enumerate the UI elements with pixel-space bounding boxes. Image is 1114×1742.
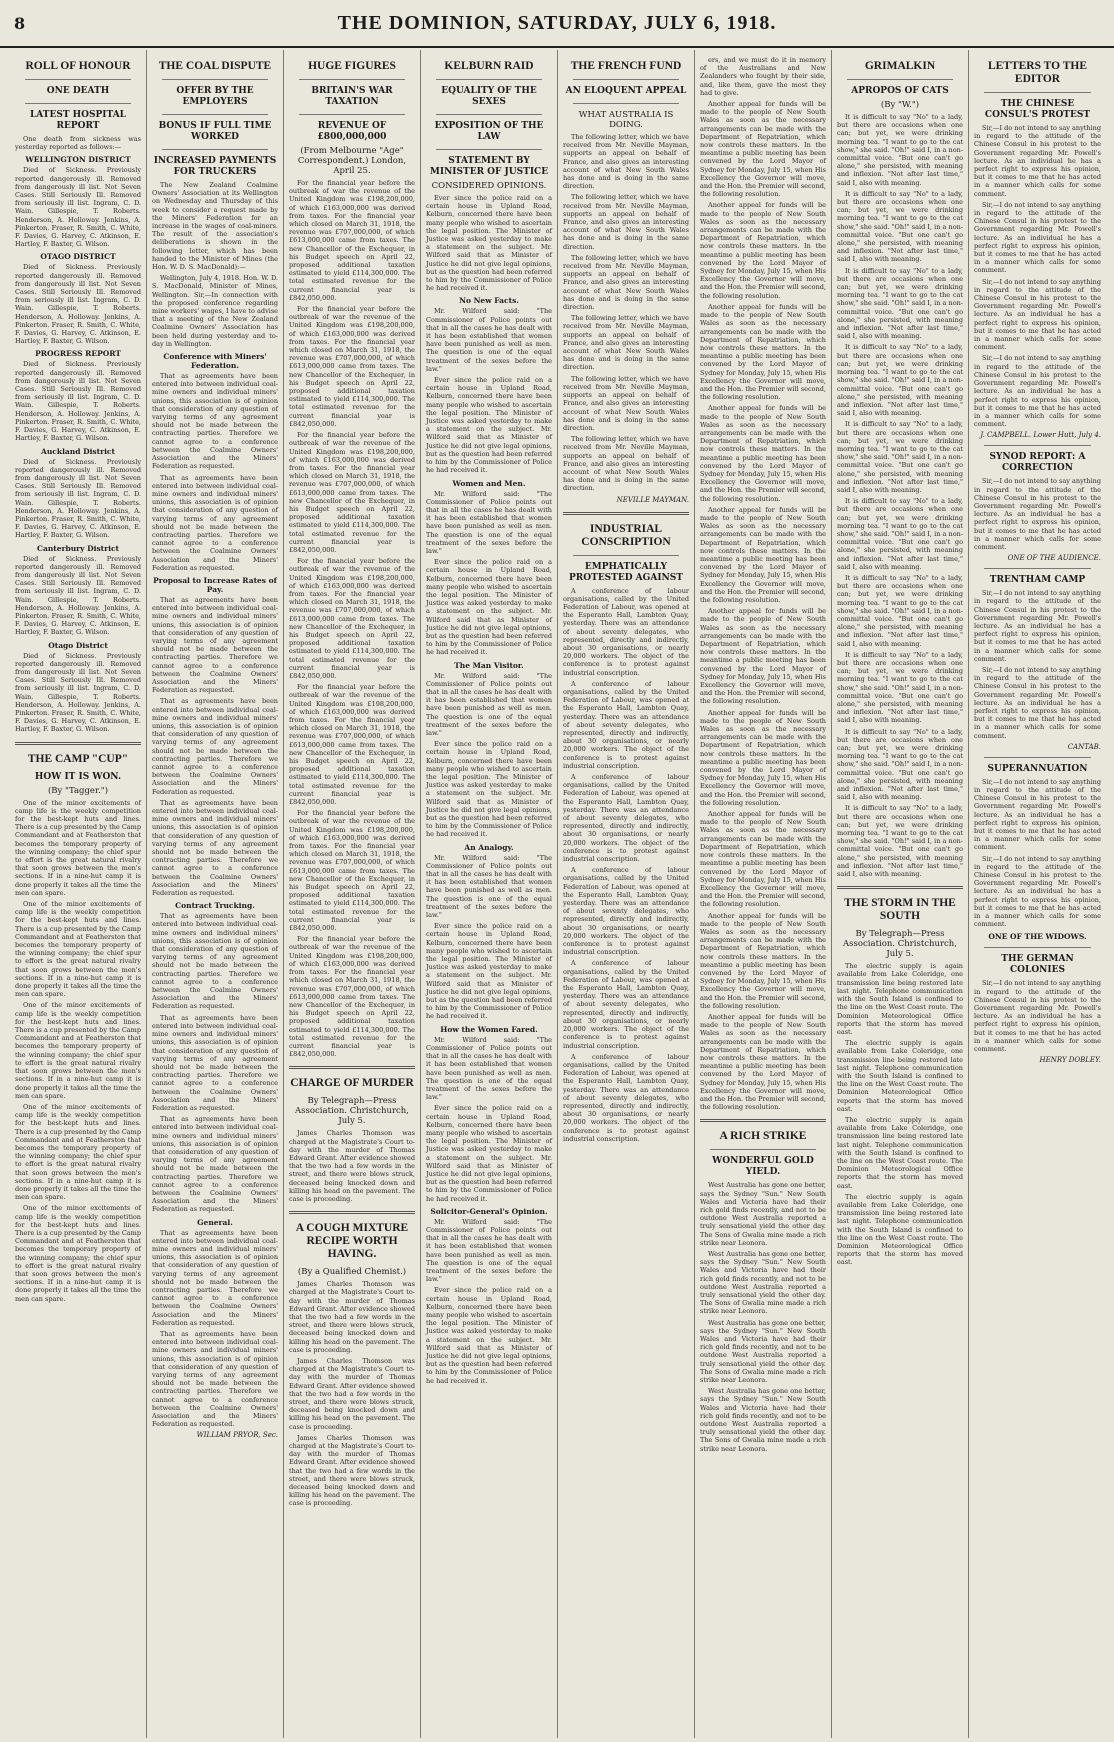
masthead — [0, 0, 1114, 48]
signature: ONE OF THE WIDOWS. — [988, 932, 1087, 942]
article-body: It is difficult to say "No" to a lady, but there are occasions when one can; but yet, we were drinking morning tea. "I want to go to the cat show," she said. "Oh!" said I, in a non-committal voice. "But one can't go alone," she persisted, with meaning and inflexion. "Not after last time," said I, also with meaning. — [837, 343, 963, 418]
article-body: James Charles Thomson was charged at the Magistrate's Court to-day with the murder of Thomas Edward Grant. After evidence showed that the two had a few words in the street, and there were blows struck, deceased being knocked down and killing his head on the pavement. The case is proceeding. — [289, 1356, 415, 1431]
subhead: THE GERMAN COLONIES — [1001, 954, 1074, 976]
subhead: AN ELOQUENT APPEAL — [565, 86, 687, 96]
divider — [837, 886, 963, 889]
subhead-how-won: HOW IT IS WON. — [34, 771, 122, 782]
article-body: That as agreements have been entered into between individual coal-mine owners and individual miners' unions, this association is of opinion that consideration of any question of varying terms of any agreement should not be made between the contracting parties. Therefore we cannot agree to a conference between the Coalmine Owners' Association and the Miners' Federation as requested. — [152, 1013, 278, 1112]
article-body: It is difficult to say "No" to a lady, but there are occasions when one can; but yet, we were drinking morning tea. "I want to go to the cat show," she said. "Oh!" said I, in a non-committal voice. "But one can't go alone," she persisted, with meaning and inflexion. "Not after last time," said I, also with meaning. — [837, 650, 963, 725]
subhead: SYNOD REPORT: A CORRECTION — [989, 452, 1086, 474]
article-body: Another appeal for funds will be made to the people of New South Wales as soon as the necessary arrangements can be made with the Department of Repatriation, which now controls these matters. In the meantime a public meeting has been convened by the Lord Mayor of Sydney for Monday, July 15, when His Excellency the Governor will move, and the Hon. the Premier will second, the following resolution. — [700, 505, 826, 604]
article-body: Mr. Wilford said: "The Commissioner of Police points out that in all the cases he has dealt with it has been established that women have been punished as well as men. The question is one of the equal treatment of the sexes before the law." — [426, 307, 552, 373]
divider — [162, 114, 268, 115]
article-body: A conference of labour organisations, called by the United Federation of Labour, was opened at the Esperanto Hall, Lambton Quay, yesterday. There was an attendance of about seventy delegates, who represented, directly and indirectly, about 30 organisations, or nearly 20,000 workers. The object of the conference is to protest against industrial conscription. — [563, 773, 689, 864]
headline-industrial-conscription: INDUSTRIAL CONSCRIPTION — [581, 522, 671, 548]
article-body: That as agreements have been entered into between individual coal-mine owners and individual miners' unions, this association is of opinion that consideration of any question of varying terms of any agreement should not be made between the contracting parties. Therefore we cannot agree to a conference between the Coalmine Owners' Association and the Miners' Federation as requested. — [152, 697, 278, 796]
letter-body: Sir,—I do not intend to say anything in regard to the attitude of the Chinese Consul in his protest to the Government regarding Mr. Powell's lecture. As an individual he has a perfect right to express his opinion, but it comes to me that he has acted in a manner which calls for some comment. — [974, 277, 1101, 352]
byline: (By "Tagger.") — [47, 785, 109, 796]
article-body: A conference of labour organisations, called by the United Federation of Labour, was opened at the Esperanto Hall, Lambton Quay, yesterday. There was an attendance of about seventy delegates, who represented, directly and indirectly, about 30 organisations, or nearly 20,000 workers. The object of the conference is to protest against industrial conscription. — [563, 679, 689, 770]
article-body: It is difficult to say "No" to a lady, but there are occasions when one can; but yet, we were drinking morning tea. "I want to go to the cat show," she said. "Oh!" said I, in a non-committal voice. "But one can't go alone," she persisted, with meaning and inflexion. "Not after last time," said I, also with meaning. — [837, 266, 963, 341]
article-body: It is difficult to say "No" to a lady, but there are occasions when one can; but yet, we were drinking morning tea. "I want to go to the cat show," she said. "Oh!" said I, in a non-committal voice. "But one can't go alone," she persisted, with meaning and inflexion. "Not after last time," said I, also with meaning. — [837, 113, 963, 187]
article-body: One of the minor excitements of camp life is the weekly competition for the best-kept huts and lines. There is a cup presented by the Camp Commandant and at Featherston that becomes the temporary property of the winning company; the chief spur to effort is the great natural rivalry that soon grows between the men's sections. If in a nine-hut camp it is done properly it takes all the time the men can spare. — [15, 798, 141, 897]
section-label: No New Facts. — [459, 296, 519, 306]
district-label: Otago District — [48, 640, 108, 650]
article-body: Died of Sickness. Previously reported dangerously ill. Removed from dangerously ill list. Not Seven Cases. Still Seriously Ill. Removed from seriously ill list. Ingram, C. D. Wain. Gillespie, T. Roberts. Henderson, A. Holloway. Jenkins, A. Pinkerton. Fraser, R. Smith, C. White, F. Davies, G. Harvey, C. Atkinson, E. Hartley, F. Baxter, G. Wilson. — [15, 554, 141, 637]
district-label: PROGRESS REPORT — [35, 349, 121, 359]
column-grid — [10, 50, 1106, 1738]
column-coal-dispute — [147, 50, 284, 1738]
letter-body: Sir,—I do not intend to say anything in regard to the attitude of the Chinese Consul in his protest to the Government regarding Mr. Powell's lecture. As an individual he has a perfect right to express his opinion, but it comes to me that he has acted in a manner which calls for some comment. — [974, 354, 1101, 429]
article-body: Died of Sickness. Previously reported dangerously ill. Removed from dangerously ill list. Not Seven Cases. Still Seriously Ill. Removed from seriously ill list. Ingram, C. D. Wain. Gillespie, T. Roberts. Henderson, A. Holloway. Jenkins, A. Pinkerton. Fraser, R. Smith, C. White, F. Davies, G. Harvey, C. Atkinson, E. Hartley, F. Baxter, G. Wilson. — [15, 360, 141, 443]
article-body: The New Zealand Coalmine Owners' Association at its Wellington on Wednesday and Thursday of this week to consider a request made by the Miners' Federation for an increase in the wages of coal-miners. The result of the association's deliberations is shown in the following letter, which has been handed to the Minister of Mines (the Hon. W. D. S. MacDonald):— — [152, 181, 278, 272]
headline-huge-figures: HUGE FIGURES — [308, 60, 396, 72]
article-body: West Australia has gone one better, says the Sydney "Sun." New South Wales and Victoria have had their rich gold finds recently, and not to be outdone West Australia reported a truly sensational yield the other day. The Sons of Gwalia mine made a rich strike near Leonora. — [700, 1250, 826, 1316]
column-huge-figures — [284, 50, 421, 1738]
divider — [25, 79, 131, 80]
column-kelburn-raid — [421, 50, 558, 1738]
article-body: It is difficult to say "No" to a lady, but there are occasions when one can; but yet, we were drinking morning tea. "I want to go to the cat show," she said. "Oh!" said I, in a non-committal voice. "But one can't go alone," she persisted, with meaning and inflexion. "Not after last time," said I, also with meaning. — [837, 573, 963, 648]
article-body: It is difficult to say "No" to a lady, but there are occasions when one can; but yet, we were drinking morning tea. "I want to go to the cat show," she said. "Oh!" said I, in a non-committal voice. "But one can't go alone," she persisted, with meaning and inflexion. "Not after last time," said I, also with meaning. — [837, 727, 963, 802]
article-body: Another appeal for funds will be made to the people of New South Wales as soon as the necessary arrangements can be made with the Department of Repatriation, which now controls these matters. In the meantime a public meeting has been convened by the Lord Mayor of Sydney for Monday, July 15, when His Excellency the Governor will move, and the Hon. the Premier will second, the following resolution. — [700, 607, 826, 706]
subhead-hospital-report: LATEST HOSPITAL REPORT — [29, 110, 127, 131]
letter-body: Sir,—I do not intend to say anything in regard to the attitude of the Chinese Consul in his protest to the Government regarding Mr. Powell's lecture. As an individual he has a perfect right to express his opinion, but it comes to me that he has acted in a manner which calls for some comment. — [974, 124, 1101, 198]
divider — [436, 149, 542, 150]
divider — [162, 149, 268, 150]
headline-coal-dispute: THE COAL DISPUTE — [158, 60, 272, 72]
article-body: Ever since the police raid on a certain house in Upland Road, Kelburn, concerned there have been many people who wished to ascertain the legal position. The Minister of Justice was asked yesterday to make a statement on the subject. Mr. Wilford said that as Minister of Justice he did not give legal opinions, but as the question had been referred to him by the Commissioner of Police he had received it. — [426, 376, 552, 475]
article-intro: One death from sickness was yesterday reported as follows:— — [15, 135, 141, 152]
page-number: 8 — [14, 14, 26, 33]
column-continued — [695, 50, 832, 1738]
article-body: For the financial year before the outbreak of war the revenue of the United Kingdom was £198,200,000, of which £163,000,000 was derived from taxes. For the financial year which closed on March 31, 1918, the revenue was £707,000,000, of which £613,000,000 came from taxes. The new Chancellor of the Exchequer, in his Budget speech on April 22, proposed additional taxation estimated to yield £114,300,000. The total estimated revenue for the current financial year is £842,050,000. — [289, 683, 415, 807]
section-label: Solicitor-General's Opinion. — [430, 1206, 548, 1216]
article-body: Another appeal for funds will be made to the people of New South Wales as soon as the necessary arrangements can be made with the Department of Repatriation, which now controls these matters. In the meantime a public meeting has been convened by the Lord Mayor of Sydney for Monday, July 15, when His Excellency the Governor will move, and the Hon. the Premier will second, the following resolution. — [700, 404, 826, 503]
headline-roll-of-honour: ROLL OF HONOUR — [25, 60, 131, 72]
article-body: A conference of labour organisations, called by the United Federation of Labour, was opened at the Esperanto Hall, Lambton Quay, yesterday. There was an attendance of about seventy delegates, who represented, directly and indirectly, about 30 organisations, or nearly 20,000 workers. The object of the conference is to protest against industrial conscription. — [563, 586, 689, 677]
headline-letters: LETTERS TO THE EDITOR — [987, 60, 1088, 85]
article-body: It is difficult to say "No" to a lady, but there are occasions when one can; but yet, we were drinking morning tea. "I want to go to the cat show," she said. "Oh!" said I, in a non-committal voice. "But one can't go alone," she persisted, with meaning and inflexion. "Not after last time," said I, also with meaning. — [837, 497, 963, 571]
signature: NEVILLE MAYMAN. — [616, 495, 689, 504]
article-body: Died of Sickness. Previously reported dangerously ill. Removed from dangerously ill list. Not Seven Cases. Still Seriously Ill. Removed from seriously ill list. Ingram, C. D. Wain. Gillespie, T. Roberts. Henderson, A. Holloway. Jenkins, A. Pinkerton. Fraser, R. Smith, C. White, F. Davies, G. Harvey, C. Atkinson, E. Hartley, F. Baxter, G. Wilson. — [15, 166, 141, 249]
article-body: One of the minor excitements of camp life is the weekly competition for the best-kept huts and lines. There is a cup presented by the Camp Commandant and at Featherston that becomes the temporary property of the winning company; the chief spur to effort is the great natural rivalry that soon grows between the men's sections. If in a nine-hut camp it is done properly it takes all the time the men can spare. — [15, 1204, 141, 1303]
divider — [984, 947, 1091, 948]
subhead: EMPHATICALLY PROTESTED AGAINST — [569, 561, 683, 583]
article-body: The electric supply is again available from Lake Coleridge, one transmission line being restored late last night. Telephone communication with the South Island is confined to the line on the West Coast route. The Dominion Meteorological Office reports that the storm has moved east. — [837, 1192, 963, 1267]
section-label: Conference with Miners' Federation. — [163, 352, 267, 371]
article-body: Ever since the police raid on a certain house in Upland Road, Kelburn, concerned there have been many people who wished to ascertain the legal position. The Minister of Justice was asked yesterday to make a statement on the subject. Mr. Wilford said that as Minister of Justice he did not give legal opinions, but as the question had been referred to him by the Commissioner of Police he had received it. — [426, 922, 552, 1021]
column-grimalkin — [832, 50, 969, 1738]
headline-charge-of-murder: CHARGE OF MURDER — [290, 1077, 414, 1090]
article-body: Ever since the police raid on a certain house in Upland Road, Kelburn, concerned there have been many people who wished to ascertain the legal position. The Minister of Justice was asked yesterday to make a statement on the subject. Mr. Wilford said that as Minister of Justice he did not give legal opinions, but as the question had been referred to him by the Commissioner of Police he had received it. — [426, 194, 552, 293]
article-body: That as agreements have been entered into between individual coal-mine owners and individual miners' unions, this association is of opinion that consideration of any question of varying terms of any agreement should not be made between the contracting parties. Therefore we cannot agree to a conference between the Coalmine Owners' Association and the Miners' Federation as requested. — [152, 1228, 278, 1327]
district-label: OTAGO DISTRICT — [40, 252, 116, 262]
article-body: Mr. Wilford said: "The Commissioner of Police points out that in all the cases he has dealt with it has been established that women have been punished as well as men. The question is one of the equal treatment of the sexes before the law." — [426, 1035, 552, 1102]
article-body: For the financial year before the outbreak of war the revenue of the United Kingdom was £198,200,000, of which £163,000,000 was derived from taxes. For the financial year which closed on March 31, 1918, the revenue was £707,000,000, of which £613,000,000 came from taxes. The new Chancellor of the Exchequer, in his Budget speech on April 22, proposed additional taxation estimated to yield £114,300,000. The total estimated revenue for the current financial year is £842,050,000. — [289, 557, 415, 680]
article-body: One of the minor excitements of camp life is the weekly competition for the best-kept huts and lines. There is a cup presented by the Camp Commandant and at Featherston that becomes the temporary property of the winning company; the chief spur to effort is the great natural rivalry that soon grows between the men's sections. If in a nine-hut camp it is done properly it takes all the time the men can spare. — [15, 1102, 141, 1202]
article-body: That as agreements have been entered into between individual coal-mine owners and individual miners' unions, this association is of opinion that consideration of any question of varying terms of any agreement should not be made between the contracting parties. Therefore we cannot agree to a conference between the Coalmine Owners' Association and the Miners' Federation as requested. — [152, 473, 278, 572]
subhead: CONSIDERED OPINIONS. — [431, 181, 547, 191]
byline: (From Melbourne "Age" Correspondent.) London, April 25. — [297, 146, 407, 176]
divider — [847, 79, 953, 80]
subhead: APROPOS OF CATS — [851, 86, 949, 96]
subhead: BRITAIN'S WAR TAXATION — [311, 86, 393, 107]
divider — [984, 92, 1091, 93]
subhead: WHAT AUSTRALIA IS DOING. — [578, 110, 674, 130]
article-body: The electric supply is again available from Lake Coleridge, one transmission line being restored late last night. Telephone communication with the South Island is confined to the line on the West Coast route. The Dominion Meteorological Office reports that the storm has moved east. — [837, 962, 963, 1036]
section-label: An Analogy. — [464, 842, 514, 852]
article-body: Another appeal for funds will be made to the people of New South Wales as soon as the necessary arrangements can be made with the Department of Repatriation, which now controls these matters. In the meantime a public meeting has been convened by the Lord Mayor of Sydney for Monday, July 15, when His Excellency the Governor will move, and the Hon. the Premier will second, the following resolution. — [700, 201, 826, 300]
subhead: INCREASED PAYMENTS FOR TRUCKERS — [153, 156, 277, 177]
headline-grimalkin: GRIMALKIN — [864, 60, 936, 72]
divider — [710, 1149, 816, 1150]
article-body: Died of Sickness. Previously reported dangerously ill. Removed from dangerously ill list. Not Seven Cases. Still Seriously Ill. Removed from seriously ill list. Ingram, C. D. Wain. Gillespie, T. Roberts. Henderson, A. Holloway. Jenkins, A. Pinkerton. Fraser, R. Smith, C. White, F. Davies, G. Harvey, C. Atkinson, E. Hartley, F. Baxter, G. Wilson. — [15, 457, 141, 540]
article-body: Another appeal for funds will be made to the people of New South Wales as soon as the necessary arrangements can be made with the Department of Repatriation, which now controls these matters. In the meantime a public meeting has been convened by the Lord Mayor of Sydney for Monday, July 15, when His Excellency the Governor will move, and the Hon. the Premier will second, the following resolution. — [700, 911, 826, 1010]
letter-body: Sir,—I do not intend to say anything in regard to the attitude of the Chinese Consul in his protest to the Government regarding Mr. Powell's lecture. As an individual he has a perfect right to express his opinion, but it comes to me that he has acted in a manner which calls for some comment. — [974, 854, 1101, 929]
subhead: EXPOSITION OF THE LAW — [434, 121, 544, 142]
divider — [563, 512, 689, 515]
subhead: WONDERFUL GOLD YIELD. — [712, 1156, 814, 1178]
article-body: That as agreements have been entered into between individual coal-mine owners and individual miners' unions, this association is of opinion that consideration of any question of varying terms of any agreement should not be made between the contracting parties. Therefore we cannot agree to a conference between the Coalmine Owners' Association and the Miners' Federation as requested. — [152, 912, 278, 1011]
article-body: Another appeal for funds will be made to the people of New South Wales as soon as the necessary arrangements can be made with the Department of Repatriation, which now controls these matters. In the meantime a public meeting has been convened by the Lord Mayor of Sydney for Monday, July 15, when His Excellency the Governor will move, and the Hon. the Premier will second, the following resolution. — [700, 1012, 826, 1112]
article-body: That as agreements have been entered into between individual coal-mine owners and individual miners' unions, this association is of opinion that consideration of any question of varying terms of any agreement should not be made between the contracting parties. Therefore we cannot agree to a conference between the Coalmine Owners' Association and the Miners' Federation as requested. — [152, 595, 278, 695]
article-body: Another appeal for funds will be made to the people of New South Wales as soon as the necessary arrangements can be made with the Department of Repatriation, which now controls these matters. In the meantime a public meeting has been convened by the Lord Mayor of Sydney for Monday, July 15, when His Excellency the Governor will move, and the Hon. the Premier will second, the following resolution. — [700, 708, 826, 807]
signature: J. CAMPBELL. Lower Hutt, July 4. — [980, 431, 1101, 440]
divider — [436, 79, 542, 80]
subhead: EQUALITY OF THE SEXES — [441, 86, 537, 107]
article-body: James Charles Thomson was charged at the Magistrate's Court to-day with the murder of Thomas Edward Grant. After evidence showed that the two had a few words in the street, and there were blows struck, deceased being knocked down and killing his head on the pavement. The case is proceeding. — [289, 1433, 415, 1508]
letter-body: Sir,—I do not intend to say anything in regard to the attitude of the Chinese Consul in his protest to the Government regarding Mr. Powell's lecture. As an individual he has a perfect right to express his opinion, but it comes to me that he has acted in a manner which calls for some comment. — [974, 477, 1101, 551]
byline: By Telegraph—Press Association. Christchurch, July 5. — [843, 929, 957, 960]
divider — [436, 114, 542, 115]
article-body: Another appeal for funds will be made to the people of New South Wales as soon as the necessary arrangements can be made with the Department of Repatriation, which now controls these matters. In the meantime a public meeting has been convened by the Lord Mayor of Sydney for Monday, July 15, when His Excellency the Governor will move, and the Hon. the Premier will second, the following resolution. — [700, 100, 826, 199]
divider — [573, 79, 679, 80]
district-label: Canterbury District — [37, 543, 119, 553]
section-label: Women and Men. — [452, 478, 526, 488]
headline-storm-in-south: THE STORM IN THE SOUTH — [844, 897, 956, 923]
article-body: Died of Sickness. Previously reported dangerously ill. Removed from dangerously ill list. Not Seven Cases. Still Seriously Ill. Removed from seriously ill list. Ingram, C. D. Wain. Gillespie, T. Roberts. Henderson, A. Holloway. Jenkins, A. Pinkerton. Fraser, R. Smith, C. White, F. Davies, G. Harvey, C. Atkinson, E. Hartley, F. Baxter, G. Wilson. — [15, 263, 141, 346]
article-body: That as agreements have been entered into between individual coal-mine owners and individual miners' unions, this association is of opinion that consideration of any question of varying terms of any agreement should not be made between the contracting parties. Therefore we cannot agree to a conference between the Coalmine Owners' Association and the Miners' Federation as requested. — [152, 798, 278, 898]
article-body: Mr. Wilford said: "The Commissioner of Police points out that in all the cases he has dealt with it has been established that women have been punished as well as men. The question is one of the equal treatment of the sexes before the law." — [426, 671, 552, 737]
article-body: The following letter, which we have received from Mr. Neville Mayman, supports an appeal on behalf of France, and also gives an interesting account of what New South Wales has done and is doing in the same direction. — [563, 253, 689, 312]
article-body: One of the minor excitements of camp life is the weekly competition for the best-kept huts and lines. There is a cup presented by the Camp Commandant and at Featherston that becomes the temporary property of the winning company; the chief spur to effort is the great natural rivalry that soon grows between the men's sections. If in a nine-hut camp it is done properly it takes all the time the men can spare. — [15, 1001, 141, 1100]
article-body: James Charles Thomson was charged at the Magistrate's Court to-day with the murder of Thomas Edward Grant. After evidence showed that the two had a few words in the street, and there were blows struck, deceased being knocked down and killing his head on the pavement. The case is proceeding. — [289, 1129, 415, 1203]
article-body: The following letter, which we have received from Mr. Neville Mayman, supports an appeal on behalf of France, and also gives an interesting account of what New South Wales has done and is doing in the same direction. — [563, 314, 689, 372]
divider — [984, 568, 1091, 569]
article-body: For the financial year before the outbreak of war the revenue of the United Kingdom was £198,200,000, of which £163,000,000 was derived from taxes. For the financial year which closed on March 31, 1918, the revenue was £707,000,000, of which £613,000,000 came from taxes. The new Chancellor of the Exchequer, in his Budget speech on April 22, proposed additional taxation estimated to yield £114,300,000. The total estimated revenue for the current financial year is £842,050,000. — [289, 431, 415, 554]
section-label: Proposal to Increase Rates of Pay. — [153, 575, 277, 594]
byline: By Telegraph—Press Association. Christchurch, July 5. — [295, 1096, 409, 1127]
article-body: The following letter, which we have received from Mr. Neville Mayman, supports an appeal on behalf of France, and also gives an interesting account of what New South Wales has done and is doing in the same direction. — [563, 193, 689, 251]
newspaper-title: THE DOMINION, SATURDAY, JULY 6, 1918. — [337, 12, 777, 34]
section-label: Contract Trucking. — [175, 901, 255, 911]
divider — [289, 1066, 415, 1069]
article-body: It is difficult to say "No" to a lady, but there are occasions when one can; but yet, we were drinking morning tea. "I want to go to the cat show," she said. "Oh!" said I, in a non-committal voice. "But one can't go alone," she persisted, with meaning and inflexion. "Not after last time," said I, also with meaning. — [837, 804, 963, 879]
article-body: A conference of labour organisations, called by the United Federation of Labour, was opened at the Esperanto Hall, Lambton Quay, yesterday. There was an attendance of about seventy delegates, who represented, directly and indirectly, about 30 organisations, or nearly 20,000 workers. The object of the conference is to protest against industrial conscription. — [563, 959, 689, 1050]
article-body: The electric supply is again available from Lake Coleridge, one transmission line being restored late last night. Telephone communication with the South Island is confined to the line on the West Coast route. The Dominion Meteorological Office reports that the storm has moved east. — [837, 1039, 963, 1113]
signature: HENRY DOBLEY. — [1039, 1056, 1101, 1065]
article-body: West Australia has gone one better, says the Sydney "Sun." New South Wales and Victoria have had their rich gold finds recently, and not to be outdone West Australia reported a truly sensational yield the other day. The Sons of Gwalia mine made a rich strike near Leonora. — [700, 1387, 826, 1453]
article-body: ers, and we must do it in memory of the Australians and New Zealanders who fought by their side, and, like them, gave the most they had to give. — [700, 56, 826, 97]
article-body: The following letter, which we have received from Mr. Neville Mayman, supports an appeal on behalf of France, and also gives an interesting account of what New South Wales has done and is doing in the same direction. — [563, 435, 689, 493]
divider — [15, 742, 141, 745]
article-body: That as agreements have been entered into between individual coal-mine owners and individual miners' unions, this association is of opinion that consideration of any question of varying terms of any agreement should not be made between the contracting parties. Therefore we cannot agree to a conference between the Coalmine Owners' Association and the Miners' Federation as requested. — [152, 1330, 278, 1429]
article-body: A conference of labour organisations, called by the United Federation of Labour, was opened at the Esperanto Hall, Lambton Quay, yesterday. There was an attendance of about seventy delegates, who represented, directly and indirectly, about 30 organisations, or nearly 20,000 workers. The object of the conference is to protest against industrial conscription. — [563, 866, 689, 957]
subhead: BONUS IF FULL TIME WORKED — [158, 121, 272, 142]
column-letters — [969, 50, 1106, 1738]
article-body: The following letter, which we have received from Mr. Neville Mayman, supports an appeal on behalf of France, and also gives an interesting account of what New South Wales has done and is doing in the same direction. — [563, 133, 689, 191]
column-roll-of-honour — [10, 50, 147, 1738]
article-body: James Charles Thomson was charged at the Magistrate's Court to-day with the murder of Thomas Edward Grant. After evidence showed that the two had a few words in the street, and there were blows struck, deceased being knocked down and killing his head on the pavement. The case is proceeding. — [289, 1280, 415, 1354]
article-body: Ever since the police raid on a certain house in Upland Road, Kelburn, concerned there have been many people who wished to ascertain the legal position. The Minister of Justice was asked yesterday to make a statement on the subject. Mr. Wilford said that as Minister of Justice he did not give legal opinions, but as the question had been referred to him by the Commissioner of Police he had received it. — [426, 1286, 552, 1385]
article-body: That as agreements have been entered into between individual coal-mine owners and individual miners' unions, this association is of opinion that consideration of any question of varying terms of any agreement should not be made between the contracting parties. Therefore we cannot agree to a conference between the Coalmine Owners' Association and the Miners' Federation as requested. — [152, 372, 278, 471]
divider — [984, 445, 1091, 446]
signature: ONE OF THE AUDIENCE. — [1007, 554, 1101, 563]
divider — [299, 114, 405, 115]
article-body: It is difficult to say "No" to a lady, but there are occasions when one can; but yet, we were drinking morning tea. "I want to go to the cat show," she said. "Oh!" said I, in a non-committal voice. "But one can't go alone," she persisted, with meaning and inflexion. "Not after last time," said I, also with meaning. — [837, 189, 963, 264]
article-body: Ever since the police raid on a certain house in Upland Road, Kelburn, concerned there have been many people who wished to ascertain the legal position. The Minister of Justice was asked yesterday to make a statement on the subject. Mr. Wilford said that as Minister of Justice he did not give legal opinions, but as the question had been referred to him by the Commissioner of Police he had received it. — [426, 740, 552, 839]
article-body: The electric supply is again available from Lake Coleridge, one transmission line being restored late last night. Telephone communication with the South Island is confined to the line on the West Coast route. The Dominion Meteorological Office reports that the storm has moved east. — [837, 1115, 963, 1190]
headline-kelburn-raid: KELBURN RAID — [444, 60, 534, 72]
divider — [573, 103, 679, 104]
district-label: WELLINGTON DISTRICT — [25, 155, 131, 165]
section-label: The Man Visitor. — [454, 660, 524, 670]
article-body: Ever since the police raid on a certain house in Upland Road, Kelburn, concerned there have been many people who wished to ascertain the legal position. The Minister of Justice was asked yesterday to make a statement on the subject. Mr. Wilford said that as Minister of Justice he did not give legal opinions, but as the question had been referred to him by the Commissioner of Police he had received it. — [426, 1104, 552, 1203]
article-body: West Australia has gone one better, says the Sydney "Sun." New South Wales and Victoria have had their rich gold finds recently, and not to be outdone West Australia reported a truly sensational yield the other day. The Sons of Gwalia mine made a rich strike near Leonora. — [700, 1181, 826, 1247]
headline-camp-cup: THE CAMP "CUP" — [27, 752, 129, 765]
divider — [25, 103, 131, 104]
headline-french-fund: THE FRENCH FUND — [570, 60, 682, 72]
letter-body: Wellington, July 4, 1918. Hon. W. D. S. MacDonald, Minister of Mines, Wellington. Sir,—In connection with the proposed conference regarding mine workers' wages, I have to advise that a meeting of the New Zealand Coalmine Owners' Association has been held during yesterday and to-day in Wellington. — [152, 274, 278, 348]
headline-rich-strike: A RICH STRIKE — [719, 1130, 807, 1143]
divider — [984, 757, 1091, 758]
letter-body: Sir,—I do not intend to say anything in regard to the attitude of the Chinese Consul in his protest to the Government regarding Mr. Powell's lecture. As an individual he has a perfect right to express his opinion, but it comes to me that he has acted in a manner which calls for some comment. — [974, 200, 1101, 275]
divider — [700, 1119, 826, 1122]
byline: (By a Qualified Chemist.) — [297, 1267, 407, 1278]
subhead: STATEMENT BY MINISTER OF JUSTICE — [429, 156, 549, 177]
byline: (By "W.") — [880, 100, 920, 110]
article-body: The following letter, which we have received from Mr. Neville Mayman, supports an appeal on behalf of France, and also gives an interesting account of what New South Wales has done and is doing in the same direction. — [563, 374, 689, 432]
article-body: A conference of labour organisations, called by the United Federation of Labour, was opened at the Esperanto Hall, Lambton Quay, yesterday. There was an attendance of about seventy delegates, who represented, directly and indirectly, about 30 organisations, or nearly 20,000 workers. The object of the conference is to protest against industrial conscription. — [563, 1052, 689, 1143]
section-label: How the Women Fared. — [440, 1024, 538, 1034]
signature: CANTAB. — [1067, 742, 1101, 751]
article-body: That as agreements have been entered into between individual coal-mine owners and individual miners' unions, this association is of opinion that consideration of any question of varying terms of any agreement should not be made between the contracting parties. Therefore we cannot agree to a conference between the Coalmine Owners' Association and the Miners' Federation as requested. — [152, 1115, 278, 1214]
letter-body: Sir,—I do not intend to say anything in regard to the attitude of the Chinese Consul in his protest to the Government regarding Mr. Powell's lecture. As an individual he has a perfect right to express his opinion, but it comes to me that he has acted in a manner which calls for some comment. — [974, 777, 1101, 852]
article-body: For the financial year before the outbreak of war the revenue of the United Kingdom was £198,200,000, of which £163,000,000 was derived from taxes. For the financial year which closed on March 31, 1918, the revenue was £707,000,000, of which £613,000,000 came from taxes. The new Chancellor of the Exchequer, in his Budget speech on April 22, proposed additional taxation estimated to yield £114,300,000. The total estimated revenue for the current financial year is £842,050,000. — [289, 305, 415, 428]
article-body: It is difficult to say "No" to a lady, but there are occasions when one can; but yet, we were drinking morning tea. "I want to go to the cat show," she said. "Oh!" said I, in a non-committal voice. "But one can't go alone," she persisted, with meaning and inflexion. "Not after last time," said I, also with meaning. — [837, 420, 963, 494]
article-body: Another appeal for funds will be made to the people of New South Wales as soon as the necessary arrangements can be made with the Department of Repatriation, which now controls these matters. In the meantime a public meeting has been convened by the Lord Mayor of Sydney for Monday, July 15, when His Excellency the Governor will move, and the Hon. the Premier will second, the following resolution. — [700, 302, 826, 402]
article-body: For the financial year before the outbreak of war the revenue of the United Kingdom was £198,200,000, of which £163,000,000 was derived from taxes. For the financial year which closed on March 31, 1918, the revenue was £707,000,000, of which £613,000,000 came from taxes. The new Chancellor of the Exchequer, in his Budget speech on April 22, proposed additional taxation estimated to yield £114,300,000. The total estimated revenue for the current financial year is £842,050,000. — [289, 809, 415, 933]
divider — [289, 1211, 415, 1214]
letter-body: Sir,—I do not intend to say anything in regard to the attitude of the Chinese Consul in his protest to the Government regarding Mr. Powell's lecture. As an individual he has a perfect right to express his opinion, but it comes to me that he has acted in a manner which calls for some comment. — [974, 589, 1101, 663]
headline-cough-mixture: A COUGH MIXTURE RECIPE WORTH HAVING. — [295, 1222, 409, 1261]
article-body: Mr. Wilford said: "The Commissioner of Police points out that in all the cases he has dealt with it has been established that women have been punished as well as men. The question is one of the equal treatment of the sexes before the law." — [426, 853, 552, 920]
signature: WILLIAM PRYOR, Sec. — [196, 1431, 278, 1440]
article-body: Mr. Wilford said: "The Commissioner of Police points out that in all the cases he has dealt with it has been established that women have been punished as well as men. The question is one of the equal treatment of the sexes before the law." — [426, 1217, 552, 1284]
section-label: General. — [197, 1217, 233, 1227]
letter-body: Sir,—I do not intend to say anything in regard to the attitude of the Chinese Consul in his protest to the Government regarding Mr. Powell's lecture. As an individual he has a perfect right to express his opinion, but it comes to me that he has acted in a manner which calls for some comment. — [974, 665, 1101, 740]
subhead-one-death: ONE DEATH — [46, 86, 110, 96]
subhead: THE CHINESE CONSUL'S PROTEST — [984, 99, 1091, 120]
divider — [162, 79, 268, 80]
article-body: For the financial year before the outbreak of war the revenue of the United Kingdom was £198,200,000, of which £163,000,000 was derived from taxes. For the financial year which closed on March 31, 1918, the revenue was £707,000,000, of which £613,000,000 came from taxes. The new Chancellor of the Exchequer, in his Budget speech on April 22, proposed additional taxation estimated to yield £114,300,000. The total estimated revenue for the current financial year is £842,050,000. — [289, 935, 415, 1059]
article-body: For the financial year before the outbreak of war the revenue of the United Kingdom was £198,200,000, of which £163,000,000 was derived from taxes. For the financial year which closed on March 31, 1918, the revenue was £707,000,000, of which £613,000,000 came from taxes. The new Chancellor of the Exchequer, in his Budget speech on April 22, proposed additional taxation estimated to yield £114,300,000. The total estimated revenue for the current financial year is £842,050,000. — [289, 179, 415, 302]
subhead: OFFER BY THE EMPLOYERS — [176, 86, 254, 107]
article-body: West Australia has gone one better, says the Sydney "Sun." New South Wales and Victoria have had their rich gold finds recently, and not to be outdone West Australia reported a truly sensational yield the other day. The Sons of Gwalia mine made a rich strike near Leonora. — [700, 1318, 826, 1385]
district-label: Auckland District — [41, 446, 115, 456]
divider — [573, 555, 679, 556]
article-body: Mr. Wilford said: "The Commissioner of Police points out that in all the cases he has dealt with it has been established that women have been punished as well as men. The question is one of the equal treatment of the sexes before the law." — [426, 489, 552, 555]
article-body: Died of Sickness. Previously reported dangerously ill. Removed from dangerously ill list. Not Seven Cases. Still Seriously Ill. Removed from seriously ill list. Ingram, C. D. Wain. Gillespie, T. Roberts. Henderson, A. Holloway. Jenkins, A. Pinkerton. Fraser, R. Smith, C. White, F. Davies, G. Harvey, C. Atkinson, E. Hartley, F. Baxter, G. Wilson. — [15, 651, 141, 734]
article-body: Ever since the police raid on a certain house in Upland Road, Kelburn, concerned there have been many people who wished to ascertain the legal position. The Minister of Justice was asked yesterday to make a statement on the subject. Mr. Wilford said that as Minister of Justice he did not give legal opinions, but as the question had been referred to him by the Commissioner of Police he had received it. — [426, 558, 552, 657]
divider — [299, 79, 405, 80]
subhead: REVENUE OF £800,000,000 — [317, 121, 387, 142]
subhead: SUPERANNUATION — [987, 763, 1088, 774]
subhead: TRENTHAM CAMP — [989, 575, 1086, 586]
article-body: Another appeal for funds will be made to the people of New South Wales as soon as the necessary arrangements can be made with the Department of Repatriation, which now controls these matters. In the meantime a public meeting has been convened by the Lord Mayor of Sydney for Monday, July 15, when His Excellency the Governor will move, and the Hon. the Premier will second, the following resolution. — [700, 810, 826, 909]
article-body: One of the minor excitements of camp life is the weekly competition for the best-kept huts and lines. There is a cup presented by the Camp Commandant and at Featherston that becomes the temporary property of the winning company; the chief spur to effort is the great natural rivalry that soon grows between the men's sections. If in a nine-hut camp it is done properly it takes all the time the men can spare. — [15, 900, 141, 999]
letter-body: Sir,—I do not intend to say anything in regard to the attitude of the Chinese Consul in his protest to the Government regarding Mr. Powell's lecture. As an individual he has a perfect right to express his opinion, but it comes to me that he has acted in a manner which calls for some comment. — [974, 979, 1101, 1054]
column-french-fund — [558, 50, 695, 1738]
